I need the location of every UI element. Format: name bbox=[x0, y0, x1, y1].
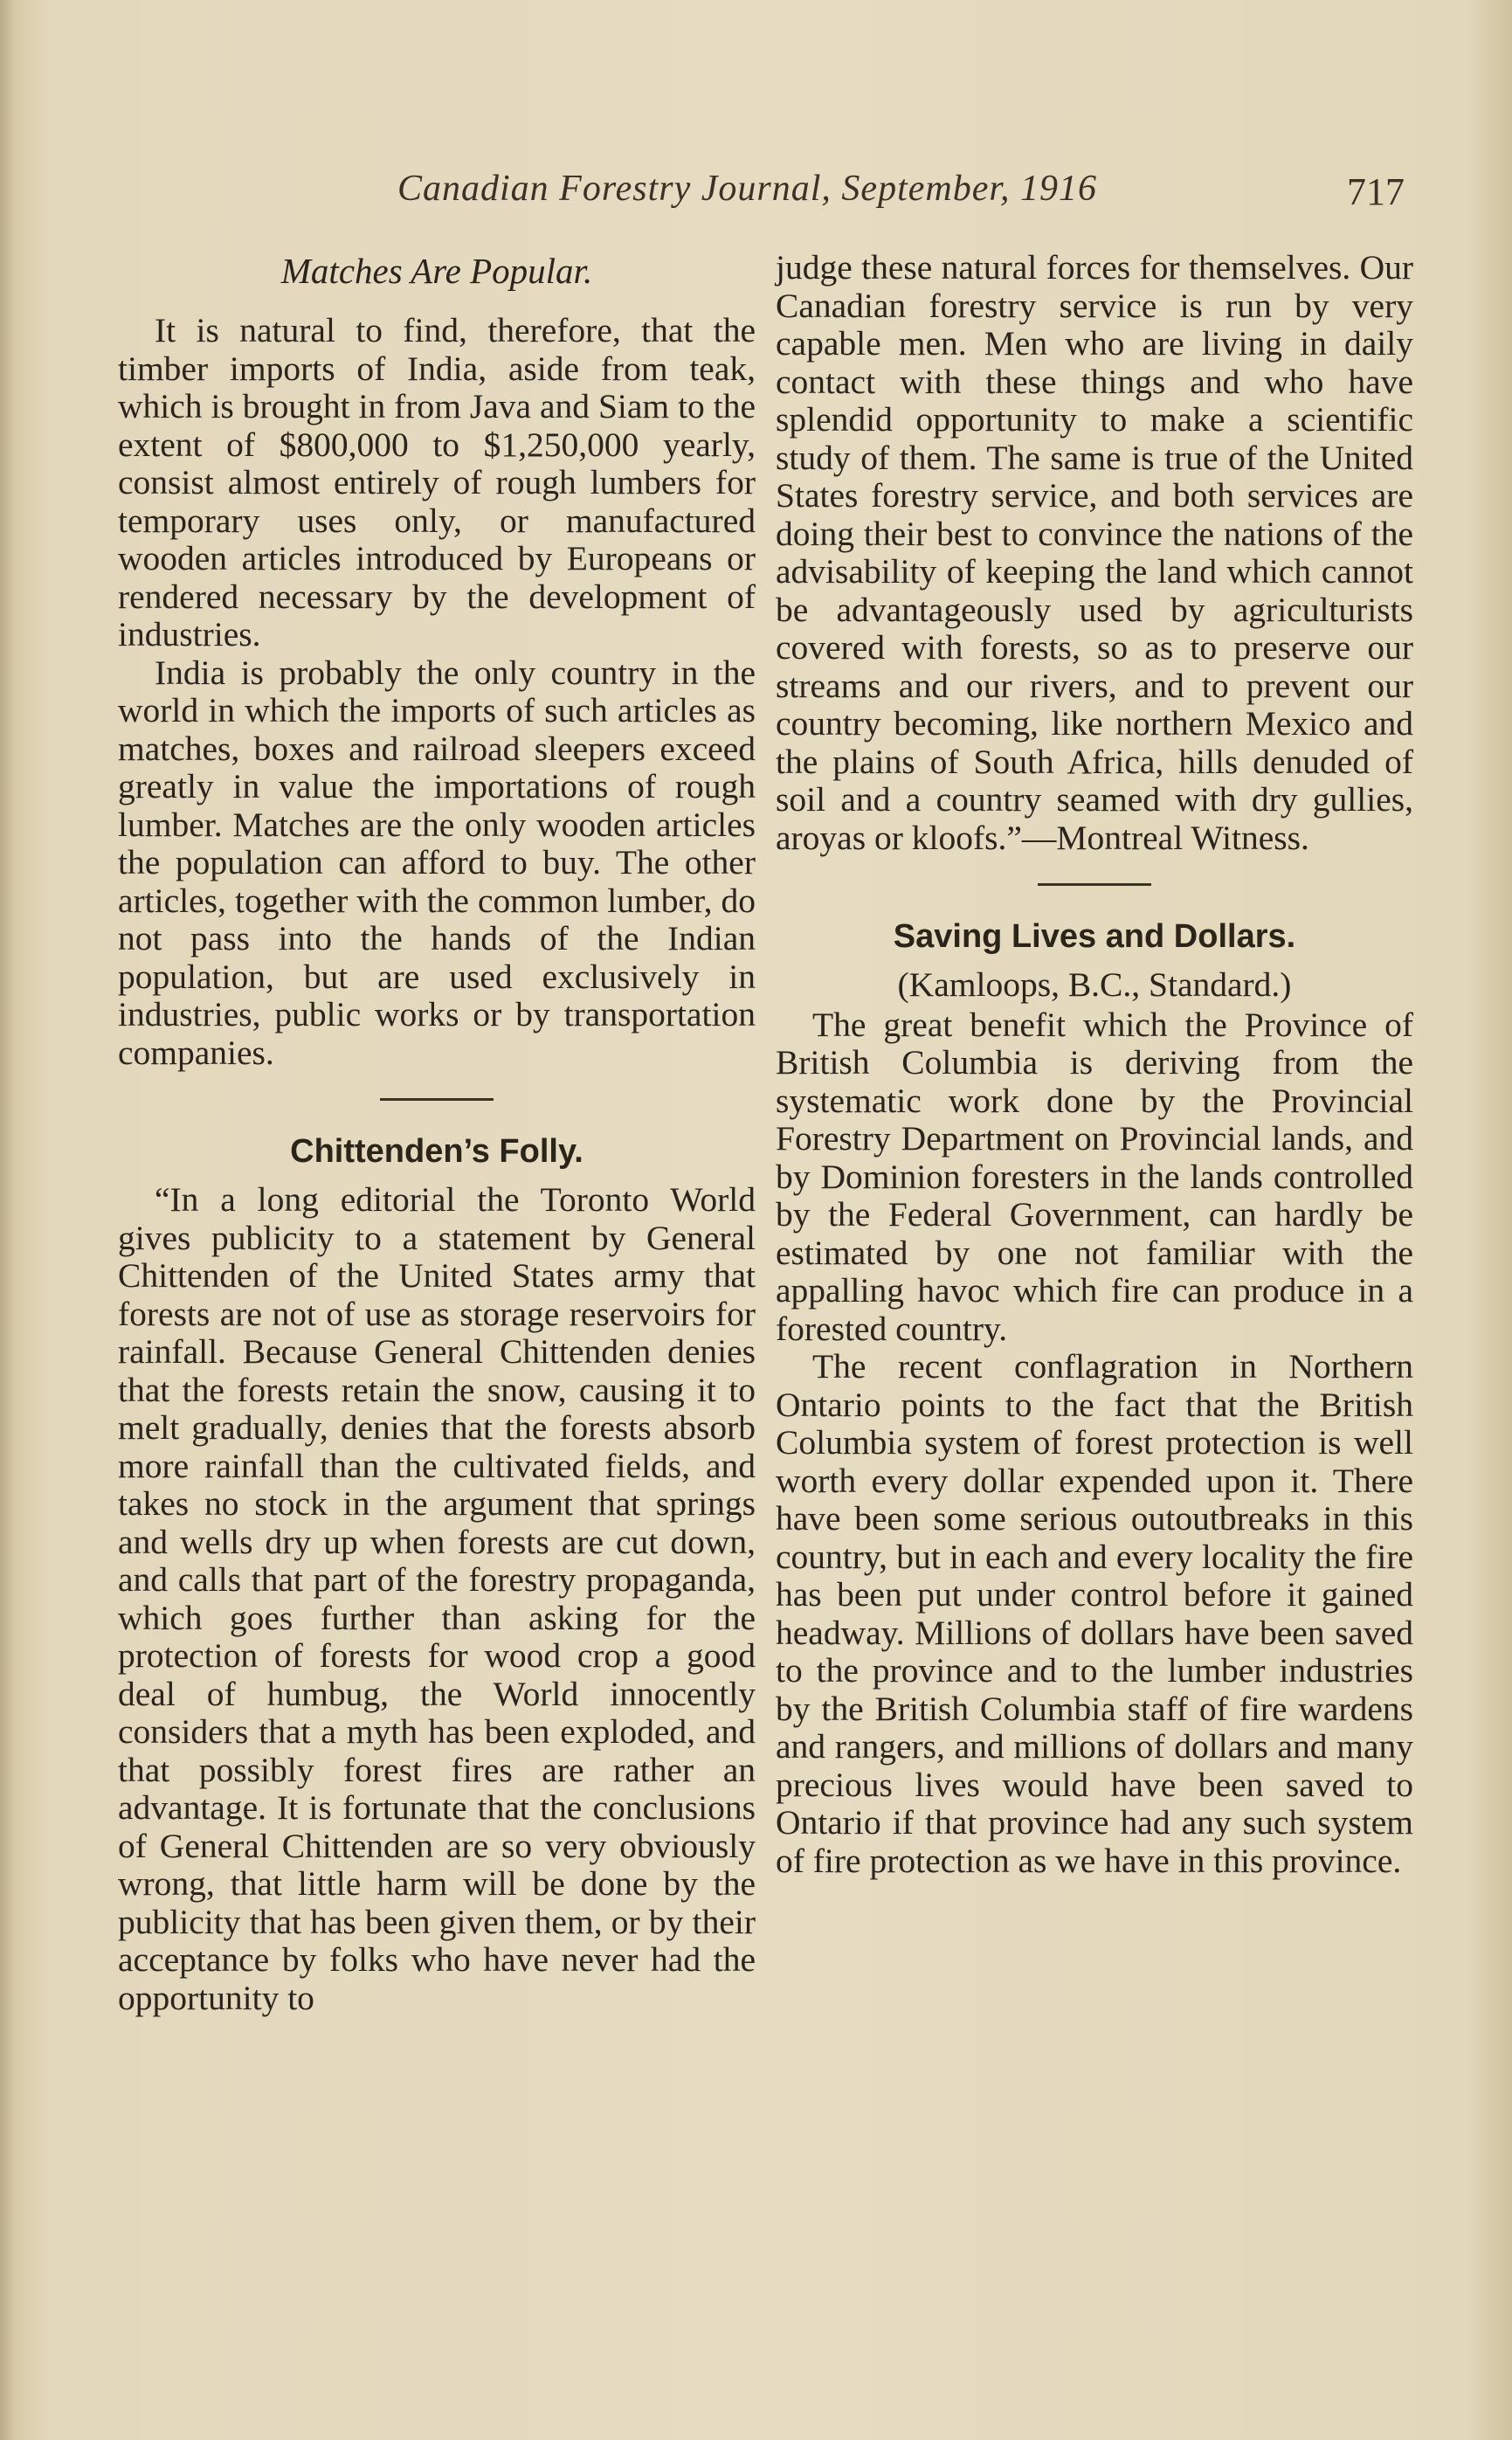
section-heading-saving-lives: Saving Lives and Dollars. bbox=[893, 918, 1296, 955]
section-divider bbox=[380, 1098, 494, 1101]
paragraph: India is probably the only country in the world in which the imports of such articles as matches, boxes and railroad sleepers exceed greatly in value the importations of rough lumber. Matches are the only wooden articles the population can afford to buy. The other articles, together with the common lumber, do not pass into the hands of the Indian population, but are used exclusively in industries, public works or by transportation companies. bbox=[118, 653, 756, 1072]
paragraph: “In a long editorial the Toronto World gives publicity to a statement by General Chittenden of the United States army that forests are not of use as storage reservoirs for rainfall. Because General Chittenden denies that the forests retain the snow, causing it to melt gradually, denies that the forests absorb more rainfall than the cultivated fields, and takes no stock in the argument that springs and wells dry up when forests are cut down, and calls that part of the forestry propaganda, which goes further than asking for the protection of forests for wood crop a good deal of humbug, the World innocently considers that a myth has been exploded, and that possibly forest fires are rather an advantage. It is fortunate that the conclusions of General Chittenden are so very obviously wrong, that little harm will be done by the publicity that has been given them, or by their acceptance by folks who have never had the opportunity to bbox=[118, 1180, 756, 2017]
section-heading-matches: Matches Are Popular. bbox=[280, 251, 593, 291]
source-line: (Kamloops, B.C., Standard.) bbox=[897, 965, 1292, 1004]
paragraph: judge these natural forces for themselves. Our Canadian forestry service is run by very capable men. Men who are living in daily contact with these things and who have splendid opportunity to make a scientific study of them. The same is true of the United States forestry service, and both services are doing their best to convince the nations of the advisability of keeping the land which cannot be advantageously used by agriculturists covered with forests, so as to preserve our streams and our rivers, and to prevent our country becoming, like northern Mexico and the plains of South Africa, hills denuded of soil and a country seamed with dry gullies, aroyas or kloofs.”—Montreal Witness. bbox=[776, 248, 1413, 857]
running-title: Canadian Forestry Journal, September, 1916 bbox=[397, 169, 1098, 209]
right-column bbox=[776, 249, 1413, 1880]
page-number: 717 bbox=[1347, 170, 1405, 213]
section-divider bbox=[1038, 883, 1151, 886]
left-column bbox=[118, 249, 756, 2017]
section-heading-chittenden: Chittenden’s Folly. bbox=[290, 1133, 583, 1170]
paragraph: The recent conflagration in Northern Ontario points to the fact that the British Columbia system of forest protection is well worth every dollar expended upon it. There have been some serious outoutbreaks in this country, but in each and every locality the fire has been put under control before it gained headway. Millions of dollars have been saved to the province and to the lumber industries by the British Columbia staff of fire wardens and rangers, and millions of dollars and many precious lives would have been saved to Ontario if that province had any such system of fire protection as we have in this province. bbox=[776, 1347, 1413, 1880]
paragraph: The great benefit which the Province of British Columbia is deriving from the systematic work done by the Provincial Forestry Department on Provincial lands, and by Dominion foresters in the lands controlled by the Federal Government, can hardly be estimated by one not familiar with the appalling havoc which fire can produce in a forested country. bbox=[776, 1005, 1413, 1348]
paragraph: It is natural to find, therefore, that the timber imports of India, aside from teak, which is brought in from Java and Siam to the extent of $800,000 to $1,250,000 yearly, consist almost entirely of rough lumbers for temporary uses only, or manufactured wooden articles introduced by Europeans or rendered necessary by the development of industries. bbox=[118, 311, 756, 653]
